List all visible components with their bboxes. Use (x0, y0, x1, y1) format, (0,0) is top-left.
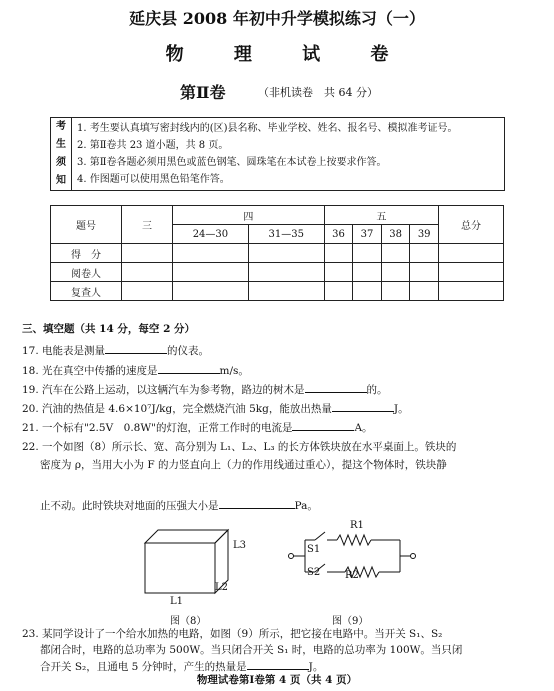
label-S1: S1 (307, 544, 321, 555)
answer-blank[interactable] (158, 363, 220, 374)
figure-8-diagram (140, 525, 250, 603)
answer-blank[interactable] (105, 343, 167, 354)
table-row (51, 244, 504, 263)
row-label: 阅卷人 (51, 263, 122, 282)
sub-cell: 37 (353, 225, 382, 244)
answer-blank[interactable] (247, 659, 309, 670)
table-row (51, 282, 504, 301)
label-S2: S2 (307, 567, 321, 578)
row-label: 得 分 (51, 244, 122, 263)
sub-cell: 24—30 (173, 225, 249, 244)
candidate-notice-box (50, 117, 505, 191)
part-label: 第Ⅱ卷 (180, 83, 226, 102)
switch-s1 (315, 532, 325, 540)
terminal-left (289, 554, 294, 559)
notice-line: 1. 考生要认真填写密封线内的(区)县名称、毕业学校、姓名、报名号、模拟准考证号。 (77, 123, 458, 134)
answer-blank[interactable] (292, 420, 354, 431)
label-L1: L1 (170, 596, 184, 607)
exam-title: 延庆县 2008 年初中升学模拟练习（一） (129, 9, 425, 28)
header-cell-three: 三 (122, 206, 173, 244)
row-label: 复查人 (51, 282, 122, 301)
box-top-face (145, 530, 228, 543)
resistor-r1 (337, 535, 371, 545)
sub-cell: 39 (410, 225, 439, 244)
subject-title: 物 理 试 卷 (165, 44, 411, 65)
notice-line: 3. 第Ⅱ卷各题必须用黑色或蓝色钢笔、圆珠笔在本试卷上按要求作答。 (77, 157, 387, 168)
sub-cell: 38 (381, 225, 410, 244)
notice-lines (77, 120, 458, 188)
notice-line: 2. 第Ⅱ卷共 23 道小题，共 8 页。 (77, 140, 229, 151)
table-row (51, 263, 504, 282)
label-L2: L2 (215, 582, 229, 593)
section-heading: 三、填空题（共 14 分，每空 2 分） (22, 323, 196, 335)
answer-blank[interactable] (332, 401, 394, 412)
question-17: 17. 电能表是测量 的仪表。 (22, 345, 210, 357)
part-note: （非机读卷 共 64 分） (258, 86, 378, 99)
label-L3: L3 (233, 540, 247, 551)
box-front-face (145, 543, 215, 593)
question-18: 18. 光在真空中传播的速度是 m/s。 (22, 365, 249, 377)
notice-line: 4. 作图题可以使用黑色铅笔作答。 (77, 174, 230, 185)
question-19: 19. 汽车在公路上运动，以这辆汽车为参考物，路边的树木是 的。 (22, 384, 388, 396)
score-table (50, 205, 504, 301)
header-cell-total: 总分 (439, 206, 504, 244)
header-cell-question: 题号 (51, 206, 122, 244)
header-cell-four: 四 (173, 206, 325, 225)
header-cell-five: 五 (324, 206, 438, 225)
label-R1: R1 (350, 520, 364, 531)
sub-cell: 36 (324, 225, 353, 244)
question-22: 22. 一个如图（8）所示长、宽、高分别为 L₁、L₂、L₃ 的长方体铁块放在水平桌面上。铁块的 密度为 ρ，当用大小为 F 的力竖直向上（力的作用线通过重心），提这个物体时，铁块静 止不动。此时铁块对地面的压强大小是 Pa。 (22, 441, 457, 512)
label-R2: R2 (345, 570, 359, 581)
sub-cell: 31—35 (248, 225, 324, 244)
figure-8-caption: 图（8） (170, 616, 207, 627)
answer-blank[interactable] (305, 382, 367, 393)
terminal-right (411, 554, 416, 559)
question-23: 23. 某同学设计了一个给水加热的电路，如图（9）所示，把它接在电路中。当开关 S₁、S₂ 都闭合时，电路的总功率为 500W。当只闭合开关 S₁ 时，电路的总功率为 100W。当只闭 合开关 S₂，且通电 5 分钟时，产生的热量是 J。 (22, 628, 463, 673)
answer-blank[interactable] (219, 498, 295, 509)
notice-side-label: 考 生 须 知 (51, 118, 72, 190)
figure-9-caption: 图（9） (332, 616, 369, 627)
question-20: 20. 汽油的热值是 4.6×10⁷J/kg，完全燃烧汽油 5kg，能放出热量 J。 (22, 403, 409, 415)
page-footer: 物理试卷第Ⅰ卷第 4 页（共 4 页） (196, 674, 358, 686)
question-21: 21. 一个标有"2.5V 0.8W"的灯泡，正常工作时的电流是 A。 (22, 422, 373, 434)
